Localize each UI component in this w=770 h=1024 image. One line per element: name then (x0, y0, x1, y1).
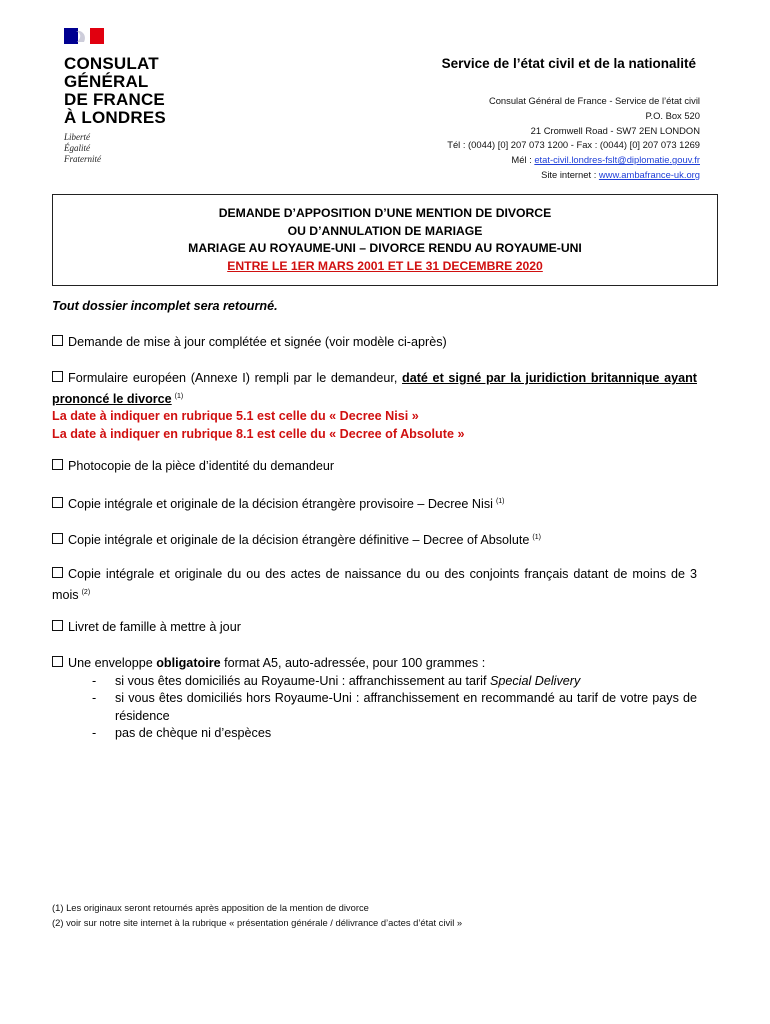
item-text: Formulaire européen (Annexe I) rempli par le demandeur, (68, 371, 403, 385)
item-text: Copie intégrale et originale du ou des actes de naissance du ou des conjoints français datant de moins de 3 mois (52, 567, 697, 602)
incomplete-file-warning: Tout dossier incomplet sera retourné. (52, 299, 278, 313)
footnote-ref: (1) (495, 498, 505, 505)
footnote: (2) voir sur notre site internet à la rubrique « présentation générale / délivrance d’actes d’état civil » (52, 917, 463, 928)
footnote: (1) Les originaux seront retournés après apposition de la mention de divorce (52, 902, 369, 913)
website-label: Site internet : (541, 168, 599, 180)
checkbox-icon[interactable] (52, 533, 63, 544)
footnote-ref: (2) (81, 588, 91, 596)
email-line (447, 153, 700, 168)
item-emphasis: daté et signé par la juridiction britannique ayant prononcé le divorce (52, 371, 697, 406)
address-line: P.O. Box 520 (645, 109, 700, 121)
checkbox-icon[interactable] (52, 335, 63, 346)
motto-line: Liberté (64, 132, 90, 142)
motto-line: Fraternité (64, 154, 101, 164)
logo-line: DE FRANCE (64, 90, 165, 109)
red-instruction: La date à indiquer en rubrique 8.1 est celle du « Decree of Absolute » (52, 426, 465, 441)
address-line: 21 Cromwell Road - SW7 2EN LONDON (530, 124, 700, 136)
item-text: Livret de famille à mettre à jour (68, 620, 241, 634)
item-text: format A5, auto-adressée, pour 100 grammes : (220, 656, 486, 670)
title-date-range: ENTRE LE 1ER MARS 2001 ET LE 31 DECEMBRE 2020 (227, 258, 543, 273)
checklist-item (52, 458, 697, 476)
title-line: DEMANDE D’APPOSITION D’UNE MENTION DE DIVORCE (218, 206, 552, 220)
checkbox-icon[interactable] (52, 459, 63, 470)
checkbox-icon[interactable] (52, 567, 63, 578)
footnote-ref: (1) (532, 534, 541, 541)
checklist-item (52, 370, 697, 443)
website-line (447, 168, 700, 183)
list-item (52, 725, 697, 743)
item-text: Une enveloppe (68, 656, 157, 670)
address-line: Tél : (0044) [0] 207 073 1200 - Fax : (0044) [0] 207 073 1269 (447, 139, 700, 151)
republic-motto (64, 132, 184, 165)
logo-line: À LONDRES (64, 108, 166, 127)
item-emphasis: obligatoire (156, 656, 221, 670)
title-line: MARIAGE AU ROYAUME-UNI – DIVORCE RENDU AU ROYAUME-UNI (188, 241, 582, 255)
list-dash: - (92, 673, 97, 688)
list-text: si vous êtes domiciliés au Royaume-Uni : affranchissement au tarif (115, 673, 490, 688)
checklist-item (52, 493, 697, 514)
footnotes (52, 900, 462, 930)
list-dash: - (92, 726, 97, 740)
marianne-flag-icon (64, 28, 104, 44)
checklist-item (52, 655, 697, 743)
consulate-address (447, 94, 700, 183)
logo-line: GÉNÉRAL (64, 72, 149, 91)
checklist-item (52, 619, 697, 637)
item-text: Copie intégrale et originale de la décision étrangère provisoire – Decree Nisi (68, 497, 493, 512)
list-dash: - (92, 691, 97, 705)
email-label: Mél : (511, 154, 535, 166)
list-text: si vous êtes domiciliés hors Royaume-Uni : affranchissement en recommandé au tarif de votre pays de résidence (115, 691, 697, 723)
logo-text (64, 55, 184, 127)
title-line: OU D’ANNULATION DE MARIAGE (287, 223, 483, 238)
email-link[interactable]: etat-civil.londres-fslt@diplomatie.gouv.fr (534, 154, 700, 166)
checkbox-icon[interactable] (52, 620, 63, 631)
logo-line: CONSULAT (64, 54, 159, 73)
checkbox-icon[interactable] (52, 371, 63, 382)
list-item (52, 690, 697, 725)
consulate-logo (64, 28, 184, 165)
footnote-ref: (1) (174, 392, 184, 400)
checklist-item (52, 566, 697, 604)
checklist-item (52, 529, 697, 550)
checklist-item (52, 334, 697, 352)
service-title: Service de l’état civil et de la nationalité (441, 56, 696, 71)
motto-line: Égalité (64, 143, 90, 153)
item-text: Copie intégrale et originale de la décision étrangère définitive – Decree of Absolute (68, 533, 530, 548)
list-emphasis: Special Delivery (489, 673, 581, 688)
document-title-box (52, 194, 718, 286)
list-text: pas de chèque ni d’espèces (115, 726, 272, 740)
envelope-conditions-list (52, 673, 697, 743)
checkbox-icon[interactable] (52, 656, 63, 667)
red-instruction: La date à indiquer en rubrique 5.1 est celle du « Decree Nisi » (52, 409, 419, 424)
item-text: Demande de mise à jour complétée et signée (voir modèle ci-après) (68, 335, 447, 349)
address-line: Consulat Général de France - Service de l’état civil (488, 95, 700, 106)
checkbox-icon[interactable] (52, 497, 63, 508)
website-link[interactable]: www.ambafrance-uk.org (598, 168, 700, 180)
item-text: Photocopie de la pièce d’identité du demandeur (68, 459, 335, 473)
list-item (52, 673, 697, 691)
